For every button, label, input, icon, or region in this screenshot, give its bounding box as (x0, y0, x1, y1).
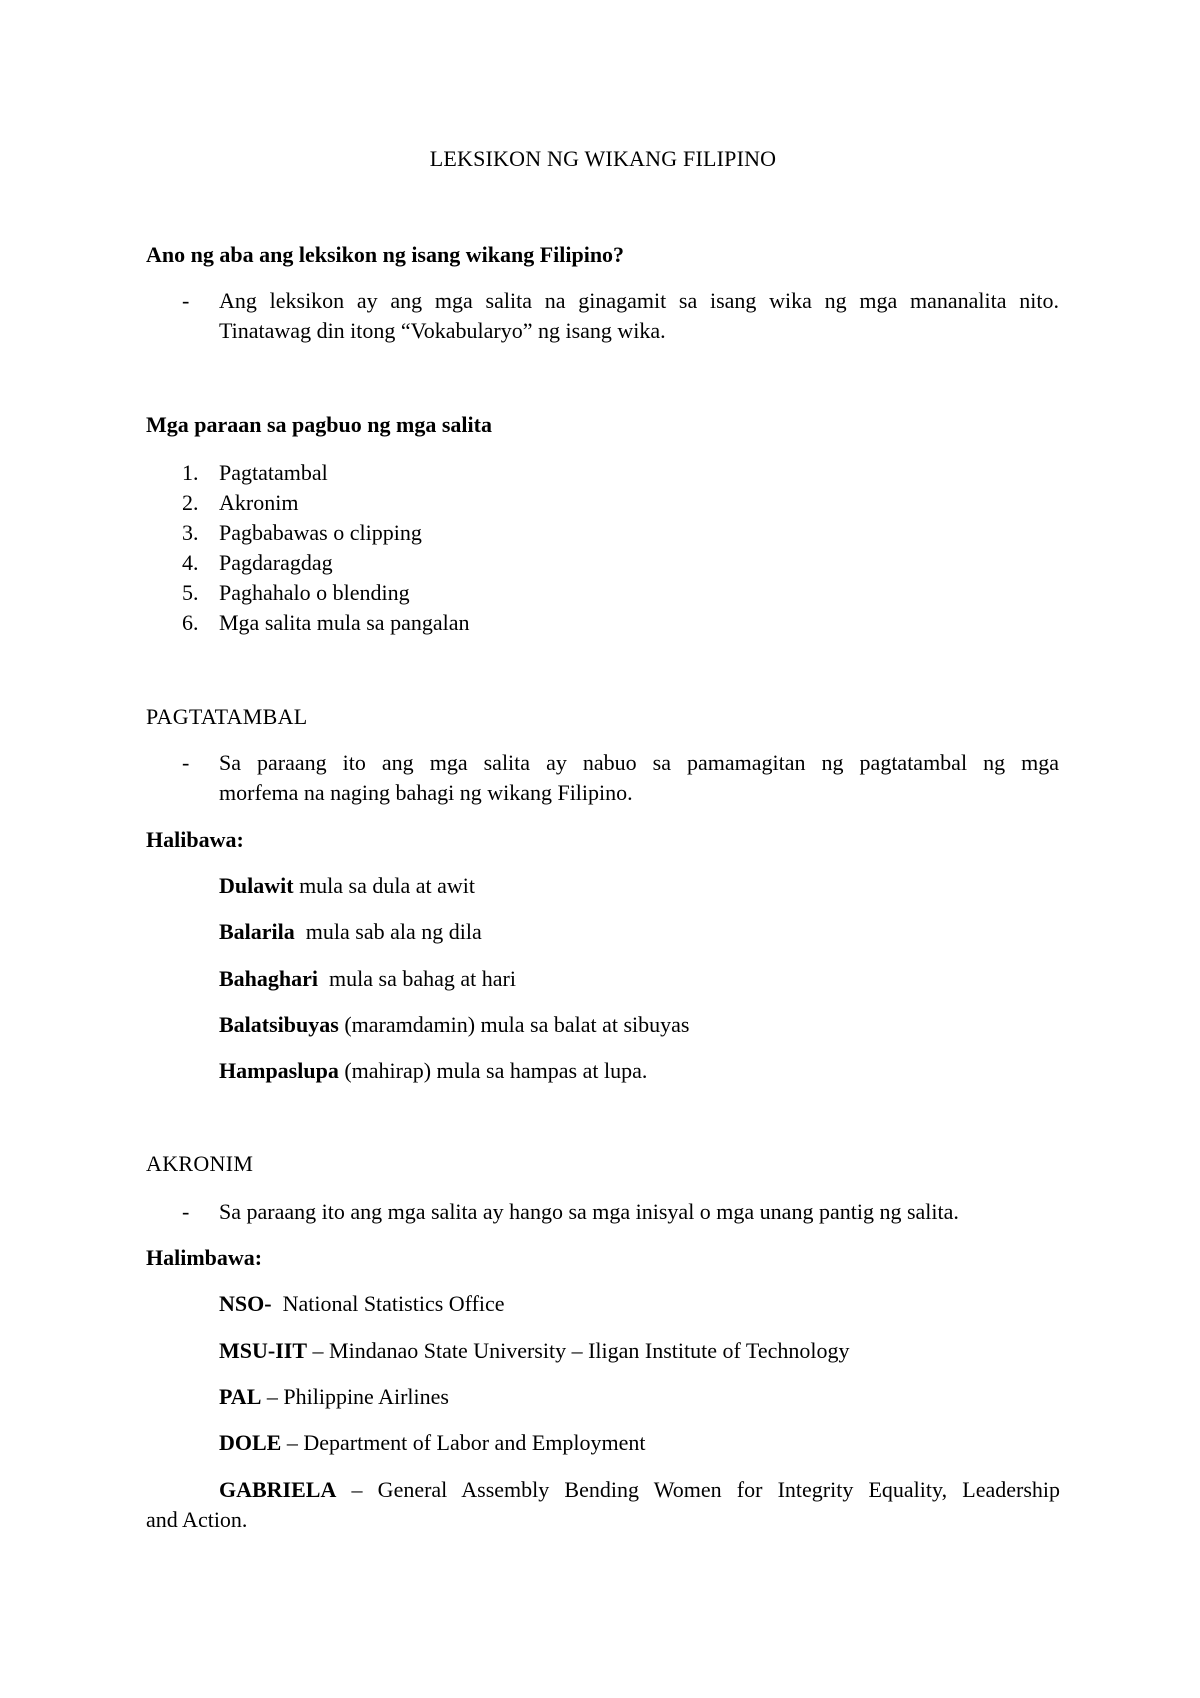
list-label: Pagtatambal (219, 460, 328, 485)
pagtatambal-heading: PAGTATAMBAL (146, 704, 308, 729)
example-item (219, 1336, 849, 1366)
list-label: Akronim (219, 490, 299, 515)
example-desc: National Statistics Office (271, 1291, 505, 1316)
example-desc: mula sa dula at awit (293, 873, 476, 898)
gabriela-line-1 (146, 1475, 1060, 1505)
dash-marker: - (182, 750, 190, 775)
example-desc: – Philippine Airlines (261, 1384, 449, 1409)
akronim-heading: AKRONIM (146, 1151, 254, 1176)
dash-marker: - (182, 1199, 190, 1224)
list-number: 3. (182, 520, 199, 545)
example-term: DOLE (219, 1430, 282, 1455)
example-term: NSO- (219, 1291, 272, 1316)
example-item (219, 1010, 690, 1040)
pagtatambal-line-1: Sa paraang ito ang mga salita ay nabuo sa pamamagitan ng pagtatambal ng mga (219, 750, 1059, 775)
list-number: 2. (182, 490, 199, 515)
example-desc: – Mindanao State University – Iligan Institute of Technology (307, 1338, 850, 1363)
example-item (219, 1428, 645, 1458)
akronim-example-label: Halimbawa: (146, 1245, 263, 1270)
example-term: GABRIELA (219, 1477, 337, 1502)
example-item (219, 1289, 505, 1319)
page-title: LEKSIKON NG WIKANG FILIPINO (429, 146, 777, 171)
pagtatambal-example-label: Halibawa: (146, 827, 244, 852)
example-term: Hampaslupa (219, 1058, 339, 1083)
list-number: 4. (182, 550, 199, 575)
pagtatambal-text (219, 748, 1059, 808)
gabriela-line-2: and Action. (146, 1507, 248, 1532)
example-term: PAL (219, 1384, 262, 1409)
example-desc: mula sab ala ng dila (294, 919, 482, 944)
example-desc: (mahirap) mula sa hampas at lupa. (338, 1058, 648, 1083)
example-item (219, 871, 475, 901)
example-term: Balatsibuyas (219, 1012, 339, 1037)
list-label: Paghahalo o blending (219, 580, 410, 605)
example-desc: (maramdamin) mula sa balat at sibuyas (338, 1012, 690, 1037)
list-label: Mga salita mula sa pangalan (219, 610, 470, 635)
akronim-line-1: Sa paraang ito ang mga salita ay hango sa mga inisyal o mga unang pantig ng salita. (219, 1199, 959, 1224)
example-item (219, 1382, 449, 1412)
pagtatambal-line-2: morfema na naging bahagi ng wikang Filipino. (219, 780, 633, 805)
example-term: MSU-IIT (219, 1338, 308, 1363)
example-item (219, 917, 482, 947)
example-desc: – Department of Labor and Employment (281, 1430, 646, 1455)
example-term: Dulawit (219, 873, 294, 898)
list-number: 6. (182, 610, 199, 635)
akronim-text (219, 1197, 1059, 1227)
example-term: Bahaghari (219, 966, 319, 991)
example-item-gabriela (146, 1475, 1060, 1535)
methods-heading: Mga paraan sa pagbuo ng mga salita (146, 412, 492, 437)
list-label: Pagdaragdag (219, 550, 333, 575)
example-item (219, 1056, 647, 1086)
example-term: Balarila (219, 919, 295, 944)
list-number: 1. (182, 460, 199, 485)
question-heading: Ano ng aba ang leksikon ng isang wikang Filipino? (146, 242, 625, 267)
definition-text (219, 286, 1059, 346)
example-item (219, 964, 516, 994)
example-desc: mula sa bahag at hari (318, 966, 516, 991)
example-desc: – General Assembly Bending Women for Integrity Equality, Leadership (336, 1477, 1060, 1502)
definition-line-2: Tinatawag din itong “Vokabularyo” ng isang wika. (219, 318, 666, 343)
definition-line-1: Ang leksikon ay ang mga salita na ginagamit sa isang wika ng mga mananalita nito. (219, 288, 1059, 313)
dash-marker: - (182, 288, 190, 313)
list-number: 5. (182, 580, 199, 605)
list-label: Pagbabawas o clipping (219, 520, 422, 545)
